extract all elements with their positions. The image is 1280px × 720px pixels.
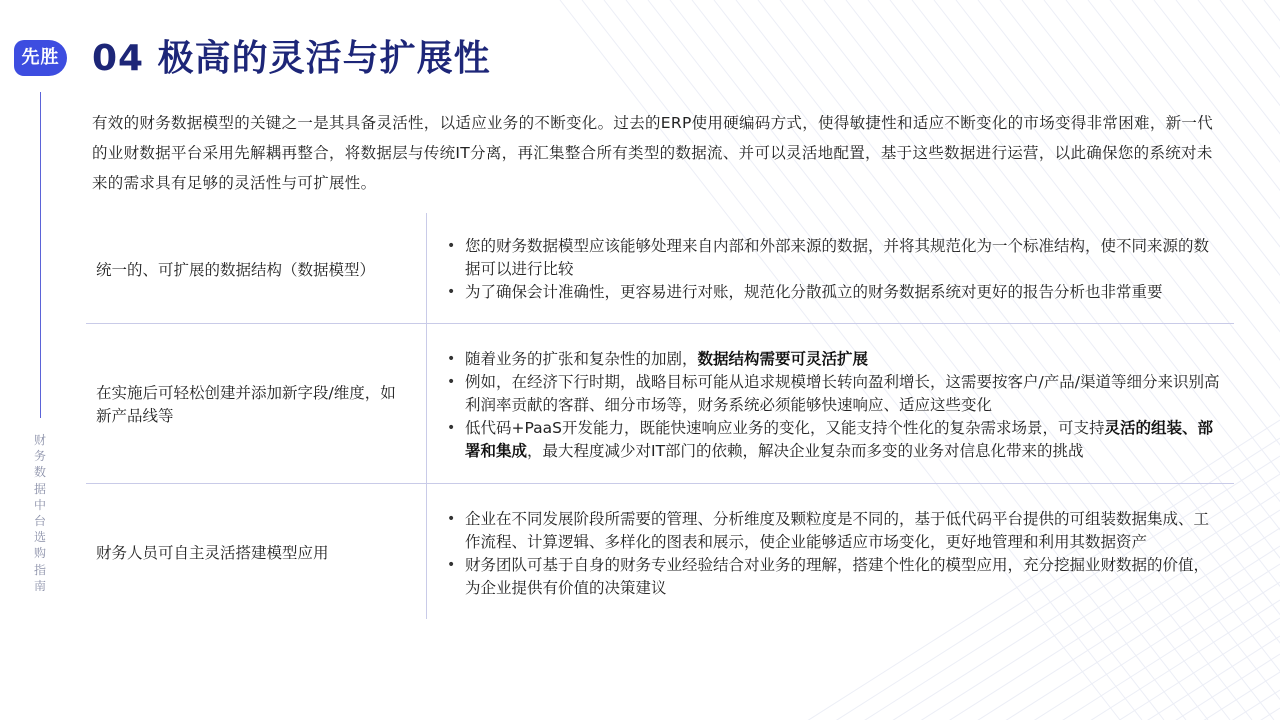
feature-point: • 例如，在经济下行时期，战略目标可能从追求规模增长转向盈利增长，这需要按客户/产品/渠道等细分来识别高利润率贡献的客群、细分市场等，财务系统必须能够快速响应、适应这些变化 [465, 371, 1234, 417]
feature-point-text-tail: ，最大程度减少对IT部门的依赖，解决企业复杂而多变的业务对信息化带来的挑战 [527, 442, 1084, 460]
feature-point: • 财务团队可基于自身的财务专业经验结合对业务的理解，搭建个性化的模型应用，充分挖掘业财数据的价值，为企业提供有价值的决策建议 [465, 554, 1234, 600]
feature-label: 财务人员可自主灵活搭建模型应用 [86, 484, 427, 619]
feature-point-text: 低代码+PaaS开发能力，既能快速响应业务的变化，又能支持个性化的复杂需求场景，可支持 [465, 419, 1105, 437]
intro-paragraph: 有效的财务数据模型的关键之一是其具备灵活性，以适应业务的不断变化。过去的ERP使用硬编码方式，使得敏捷性和适应不断变化的市场变得非常困难，新一代的业财数据平台采用先解耦再整合，将数据层与传统IT分离，再汇集整合所有类型的数据流、并可以灵活地配置，基于这些数据进行运营，以此确保您的系统对未来的需求具有足够的灵活性与可扩展性。 [92, 114, 1214, 192]
feature-row [86, 483, 1234, 619]
feature-row [86, 323, 1234, 483]
feature-point-text: 随着业务的扩张和复杂性的加剧， [465, 350, 698, 368]
background-diagonal-line [620, 708, 1280, 720]
brand-logo-badge: 先胜 [14, 40, 67, 76]
feature-points-list [427, 324, 1234, 483]
background-diagonal-line [620, 690, 1280, 720]
feature-point: • 为了确保会计准确性，更容易进行对账，规范化分散孤立的财务数据系统对更好的报告分析也非常重要 [465, 281, 1234, 304]
feature-point [465, 348, 1234, 371]
background-diagonal-line [620, 636, 1280, 720]
feature-points-list [427, 484, 1234, 619]
background-diagonal-line [620, 672, 1280, 720]
feature-table [86, 213, 1234, 619]
feature-point [465, 417, 1234, 463]
background-diagonal-line [620, 618, 1280, 720]
background-diagonal-line [1264, 0, 1280, 720]
feature-point: • 企业在不同发展阶段所需要的管理、分析维度及颗粒度是不同的，基于低代码平台提供的可组装数据集成、工作流程、计算逻辑、多样化的图表和展示，使企业能够适应市场变化，更好地管理和利用其数据资产 [465, 508, 1234, 554]
feature-label: 在实施后可轻松创建并添加新字段/维度，如新产品线等 [86, 324, 427, 483]
feature-point-highlight: 灵活的组装、部署和集成 [465, 419, 1213, 460]
feature-label: 统一的、可扩展的数据结构（数据模型） [86, 213, 427, 323]
feature-point: • 您的财务数据模型应该能够处理来自内部和外部来源的数据，并将其规范化为一个标准结构，使不同来源的数据可以进行比较 [465, 235, 1234, 281]
feature-point-highlight: 数据结构需要可灵活扩展 [697, 350, 869, 368]
background-diagonal-line [620, 654, 1280, 720]
side-caption: 财务数据中台选购指南 [33, 433, 46, 593]
side-divider-line [40, 92, 41, 418]
feature-row [86, 213, 1234, 323]
page-title: 04 极高的灵活与扩展性 [92, 38, 491, 79]
feature-points-list [427, 213, 1234, 323]
background-diagonal-line [1242, 0, 1280, 720]
